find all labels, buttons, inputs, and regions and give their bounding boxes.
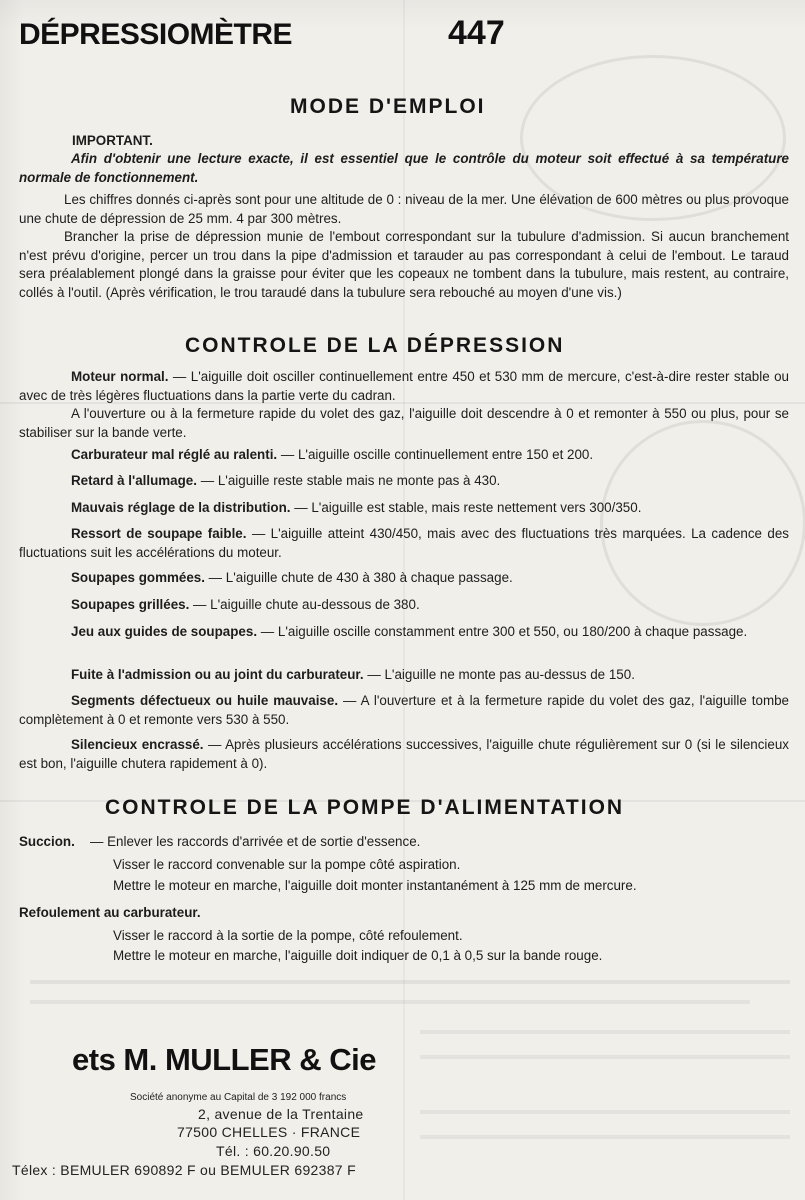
- diagnostic-item: [19, 596, 789, 615]
- diagnostic-text: — L'aiguille reste stable mais ne monte pas à 430.: [196, 473, 501, 488]
- document-title: DÉPRESSIOMÈTRE: [19, 18, 293, 51]
- diagnostic-label: Silencieux encrassé.: [71, 737, 204, 752]
- diagnostic-item: [19, 368, 789, 405]
- section-title-controle-pompe: CONTROLE DE LA POMPE D'ALIMENTATION: [105, 796, 625, 819]
- show-through-line: [420, 1135, 790, 1139]
- diagnostic-label: Soupapes grillées.: [71, 597, 190, 612]
- refoulement-line: Mettre le moteur en marche, l'aiguille doit indiquer de 0,1 à 0,5 sur la bande rouge.: [113, 948, 603, 963]
- show-through-line: [30, 1000, 750, 1004]
- company-telex: Télex : BEMULER 690892 F ou BEMULER 692387 F: [12, 1162, 356, 1178]
- diagnostic-text: — L'aiguille atteint 430/450, mais avec des fluctuations très marquées. La cadence des fluctuations suit les accélérations du moteur.: [19, 526, 790, 560]
- installation-paragraph: Brancher la prise de dépression munie de l'embout correspondant sur la tubulure d'admission. Si aucun branchement n'est prévu d'origine, percer un trou dans la pipe d'admission et tarauder au pas correspondant à celui de l'embout. Le taraud sera préalablement plongé dans la graisse pour éviter que les copeaux ne tombent dans la tubulure, mais restent, au contraire, collés à l'outil. (Après vérification, le trou taraudé dans la tubulure sera rebouché au moyen d'une vis.): [19, 229, 789, 300]
- diagnostic-item: [19, 666, 789, 685]
- diagnostic-label: Segments défectueux ou huile mauvaise.: [71, 693, 339, 708]
- diagnostic-item: [19, 499, 789, 518]
- address-city: 77500 CHELLES · FRANCE: [177, 1124, 361, 1140]
- show-through-line: [30, 980, 790, 984]
- diagnostic-label: Ressort de soupape faible.: [71, 526, 247, 541]
- diagnostic-item: [19, 569, 789, 588]
- section-title-controle-depression: CONTROLE DE LA DÉPRESSION: [185, 334, 565, 357]
- address-street: 2, avenue de la Trentaine: [198, 1106, 364, 1122]
- show-through-line: [420, 1110, 790, 1114]
- important-text: Afin d'obtenir une lecture exacte, il est essentiel que le contrôle du moteur soit effectué à sa température normale de fonctionnement.: [19, 151, 789, 185]
- important-label: IMPORTANT.: [72, 133, 153, 148]
- model-number: 447: [448, 14, 505, 52]
- diagnostic-item: [19, 736, 789, 773]
- diagnostic-item: [19, 446, 789, 465]
- refoulement-label: Refoulement au carburateur.: [19, 905, 201, 920]
- diagnostic-label: Jeu aux guides de soupapes.: [71, 624, 258, 639]
- company-name: ets M. MULLER & Cie: [72, 1042, 376, 1077]
- succion-line: Visser le raccord convenable sur la pompe côté aspiration.: [113, 857, 461, 872]
- succion-line: — Enlever les raccords d'arrivée et de sortie d'essence.: [90, 834, 421, 849]
- diagnostic-label: Moteur normal.: [71, 369, 169, 384]
- diagnostic-label: Mauvais réglage de la distribution.: [71, 500, 291, 515]
- diagnostic-item: [19, 692, 789, 729]
- diagnostic-text: — L'aiguille chute au-dessous de 380.: [189, 597, 420, 612]
- diagnostic-text: A l'ouverture ou à la fermeture rapide du volet des gaz, l'aiguille doit descendre à 0 et remonter à 550 ou plus, pour se stabiliser sur la bande verte.: [19, 406, 789, 440]
- refoulement-line: Visser le raccord à la sortie de la pompe, côté refoulement.: [113, 928, 463, 943]
- diagnostic-text: — L'aiguille ne monte pas au-dessus de 150.: [363, 667, 635, 682]
- succion-label: Succion.: [19, 834, 75, 849]
- company-phone: Tél. : 60.20.90.50: [216, 1143, 331, 1159]
- diagnostic-label: Retard à l'allumage.: [71, 473, 197, 488]
- show-through-line: [420, 1030, 790, 1034]
- diagnostic-text: — L'aiguille doit osciller continuellement entre 450 et 530 mm de mercure, c'est-à-dire rester stable ou avec de très légères fluctuations dans la partie verte du cadran.: [19, 369, 790, 403]
- diagnostic-item: [19, 525, 789, 562]
- section-title-mode-emploi: MODE D'EMPLOI: [290, 95, 486, 118]
- diagnostic-text: — Après plusieurs accélérations successives, l'aiguille chute régulièrement sur 0 (si le silencieux est bon, l'aiguille chutera rapidement à 0).: [19, 737, 789, 771]
- diagnostic-text: — L'aiguille chute de 430 à 380 à chaque passage.: [204, 570, 513, 585]
- diagnostic-item: [19, 623, 789, 642]
- diagnostic-text: — A l'ouverture et à la fermeture rapide du volet des gaz, l'aiguille tombe complètement à 0 et remonte vers 530 à 550.: [19, 693, 789, 727]
- diagnostic-label: Fuite à l'admission ou au joint du carburateur.: [71, 667, 364, 682]
- show-through-line: [420, 1055, 790, 1059]
- diagnostic-item: [19, 472, 789, 491]
- diagnostic-label: Carburateur mal réglé au ralenti.: [71, 447, 278, 462]
- diagnostic-item: [19, 405, 789, 442]
- diagnostic-text: — L'aiguille oscille continuellement entre 150 et 200.: [277, 447, 594, 462]
- diagnostic-label: Soupapes gommées.: [71, 570, 205, 585]
- altitude-paragraph: Les chiffres donnés ci-après sont pour une altitude de 0 : niveau de la mer. Une élévation de 600 mètres ou plus provoque une chute de dépression de 25 mm. 4 par 300 mètres.: [19, 192, 789, 226]
- diagnostic-text: — L'aiguille est stable, mais reste nettement vers 300/350.: [290, 500, 642, 515]
- diagnostic-text: — L'aiguille oscille constamment entre 300 et 550, ou 180/200 à chaque passage.: [257, 624, 748, 639]
- company-legal: Société anonyme au Capital de 3 192 000 francs: [130, 1092, 347, 1103]
- succion-line: Mettre le moteur en marche, l'aiguille doit monter instantanément à 125 mm de mercure.: [113, 878, 637, 893]
